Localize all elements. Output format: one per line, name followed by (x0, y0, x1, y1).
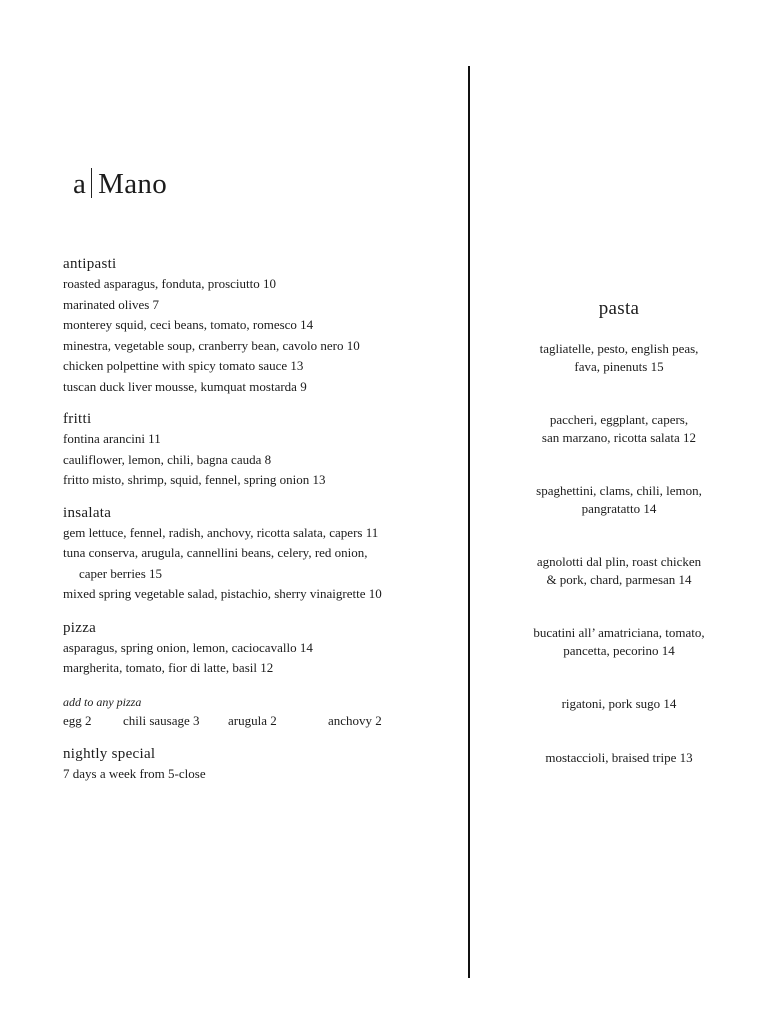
pasta-item: paccheri, eggplant, capers, san marzano, ricotta salata 12 (541, 412, 697, 445)
addon-list (63, 711, 463, 731)
section-insalata (63, 503, 463, 605)
pasta-item: tagliatelle, pesto, english peas, fava, pinenuts 15 (539, 341, 699, 374)
menu-item: gem lettuce, fennel, radish, anchovy, ricotta salata, capers 11 (63, 524, 379, 540)
menu-item: roasted asparagus, fonduta, prosciutto 10 (63, 276, 277, 291)
pasta-item: spaghettini, clams, chili, lemon, pangratatto 14 (536, 483, 702, 516)
addon-item: chili sausage 3 (123, 712, 200, 728)
section-title: pizza (63, 619, 97, 636)
menu-item: margherita, tomato, fior di latte, basil 12 (63, 660, 274, 675)
pasta-column (470, 296, 768, 802)
section-title: fritti (63, 411, 92, 427)
menu-item: cauliflower, lemon, chili, bagna cauda 8 (63, 451, 272, 467)
section-title: nightly special (63, 745, 156, 762)
pasta-item: bucatini all’ amatriciana, tomato, pancetta, pecorino 14 (533, 625, 705, 658)
section-fritti (63, 409, 463, 491)
menu-item-line: tuna conserva, arugula, cannellini beans, celery, red onion, (63, 545, 368, 560)
logo-divider (91, 168, 92, 198)
menu-item: fontina arancini 11 (63, 431, 161, 446)
menu-item-continuation: caper berries 15 (79, 565, 163, 581)
section-title-pasta: pasta (598, 298, 640, 319)
left-column (63, 254, 463, 784)
addon-item: egg 2 (63, 712, 92, 728)
section-antipasti (63, 254, 463, 397)
pasta-item: mostaccioli, braised tripe 13 (545, 749, 693, 765)
menu-item: minestra, vegetable soup, cranberry bean, cavolo nero 10 (63, 337, 360, 353)
menu-item: chicken polpettine with spicy tomato sauce 13 (63, 358, 304, 373)
section-pizza (63, 618, 463, 731)
menu-item: asparagus, spring onion, lemon, caciocavallo 14 (63, 639, 313, 655)
menu-item: fritto misto, shrimp, squid, fennel, spring onion 13 (63, 472, 326, 487)
logo-right: Mano (98, 168, 168, 200)
logo-left: a (73, 168, 87, 200)
addon-item: anchovy 2 (328, 712, 382, 728)
section-title: insalata (63, 504, 112, 521)
menu-item: 7 days a week from 5-close (63, 765, 206, 781)
menu-item: marinated olives 7 (63, 296, 160, 312)
menu-item: tuscan duck liver mousse, kumquat mostarda 9 (63, 378, 307, 394)
pasta-item: rigatoni, pork sugo 14 (561, 696, 677, 711)
menu-item: mixed spring vegetable salad, pistachio, sherry vinaigrette 10 (63, 586, 382, 601)
addon-item: arugula 2 (228, 712, 277, 728)
menu-item: monterey squid, ceci beans, tomato, romesco 14 (63, 317, 314, 332)
restaurant-logo (73, 166, 167, 202)
pasta-item: agnolotti dal plin, roast chicken & pork, chard, parmesan 14 (536, 554, 702, 587)
menu-item (63, 543, 463, 584)
section-title: antipasti (63, 256, 117, 272)
addon-title: add to any pizza (63, 694, 142, 709)
section-nightly-special (63, 744, 463, 785)
